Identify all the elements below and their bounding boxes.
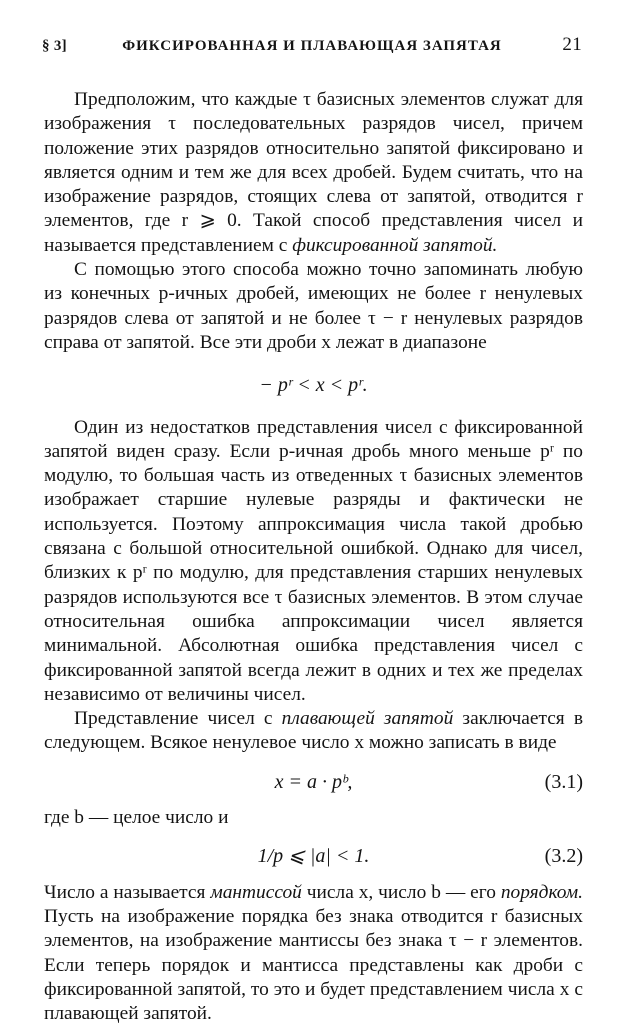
equation-number-3-1: (3.1) (544, 770, 583, 793)
term-mantissa: мантиссой (210, 881, 302, 903)
paragraph-5: где b — целое число и (44, 807, 229, 829)
paragraph-4 (44, 707, 583, 756)
running-header (42, 34, 582, 60)
paragraph-6-part1: Число a называется (44, 881, 211, 903)
equation-number-3-2: (3.2) (544, 845, 583, 868)
paragraph-2: С помощью этого способа можно точно запоминать любую из конечных p-ичных дробей, имеющих не более r ненулевых разрядов слева от запятой и не более τ − r ненулевых разрядов справа от запятой. Все эти дроби x лежат в диапазоне (44, 259, 583, 353)
term-fixed-point: фиксированной запятой. (292, 234, 498, 256)
chapter-title: ФИКСИРОВАННАЯ И ПЛАВАЮЩАЯ ЗАПЯТАЯ (122, 38, 502, 54)
term-floating-point: плавающей запятой (281, 708, 454, 730)
paragraph-6-part3: Пусть на изображение порядка без знака отводится r базисных элементов, на изображение мантиссы без знака τ − r элементов. Если теперь порядок и мантисса представлены как дроби с фиксированной запятой, то это и будет представлением числа x с плавающей запятой. (44, 905, 583, 1025)
paragraph-4-lead: Представление чисел с (74, 708, 282, 730)
formula-3-2 (44, 844, 583, 868)
paragraph-3: Один из недостатков представления чисел с фиксированной запятой виден сразу. Если p-ичная дробь много меньше pʳ по модулю, то большая часть из отведенных τ базисных элементов изображает старшие нулевые разряды и фактически не используется. Поэтому аппроксимация числа такой дробью связана с большой относительной ошибкой. Однако для чисел, близких к pʳ по модулю, для представления старших ненулевых разрядов используются все τ базисных элементов. В этом случае относительная ошибка аппроксимации чисел является минимальной. Абсолютная ошибка представления чисел с фиксированной запятой всегда лежит в одних и тех же пределах независимо от величины чисел. (44, 416, 583, 705)
page-number: 21 (562, 34, 582, 55)
paragraph-6-part2: числа x, число b — его (301, 881, 501, 903)
paragraph-6 (44, 881, 583, 1026)
paragraph-1-text: Предположим, что каждые τ базисных элементов служат для изображения τ последовательных разрядов чисел, причем положение этих разрядов относительно запятой фиксировано и является одним и тем же для всех дробей. Будем считать, что на изображение разрядов, стоящих слева от запятой, отводится r элементов, где r ⩾ 0. Такой способ представления чисел и называется представлением с (44, 89, 583, 256)
paragraph-1 (44, 88, 583, 258)
formula-range-text: − pʳ < x < pʳ. (259, 374, 368, 397)
formula-3-1-text: x = a · pᵇ, (274, 770, 353, 793)
paragraph-4-rest: заключается в следующем. Всякое ненулевое число x можно записать в виде (44, 708, 583, 754)
page-body (44, 88, 583, 1026)
formula-3-2-text: 1/p ⩽ |a| < 1. (257, 845, 370, 868)
formula-range (44, 373, 583, 397)
term-exponent: порядком. (500, 881, 583, 903)
section-marker: § 3] (42, 38, 67, 54)
formula-3-1 (44, 770, 583, 794)
